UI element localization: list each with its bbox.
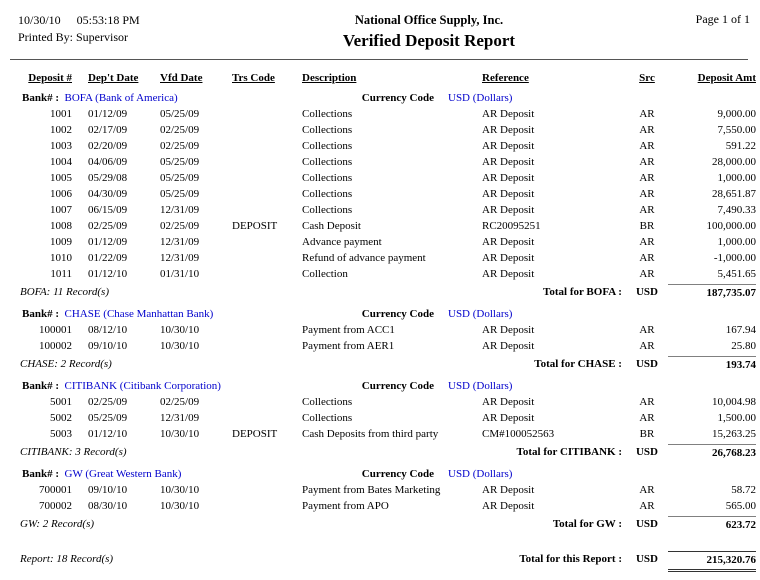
bank-name: BOFA (Bank of America) [59, 92, 178, 104]
reference: AR Deposit [482, 108, 535, 120]
deposit-amount: 58.72 [731, 484, 756, 496]
section-total-row [18, 284, 756, 301]
col-src: Src [639, 72, 655, 84]
vfd-date: 05/25/09 [160, 172, 200, 184]
deposit-row [18, 426, 756, 442]
section-total-label [296, 444, 668, 461]
src: AR [639, 396, 655, 408]
title-block [198, 12, 660, 52]
dept-date: 01/12/09 [88, 236, 128, 248]
section-total-label-text: Total for CHASE : [534, 358, 622, 370]
dept-date: 02/20/09 [88, 140, 128, 152]
vfd-date: 12/31/09 [160, 236, 200, 248]
src: AR [639, 188, 655, 200]
trs-code [226, 482, 296, 498]
description: Advance payment [302, 236, 382, 248]
deposit-amount: 565.00 [725, 500, 756, 512]
deposit-amount: 5,451.65 [717, 268, 756, 280]
deposit-amount: 1,500.00 [717, 412, 756, 424]
report-record-count: Report: 18 Record(s) [20, 553, 114, 565]
src: AR [639, 268, 655, 280]
deposit-amount: 15,263.25 [712, 428, 756, 440]
reference: AR Deposit [482, 268, 535, 280]
section-total-label [296, 516, 668, 533]
bank-header-left [18, 90, 446, 106]
trs-code [226, 186, 296, 202]
col-vfd-date: Vfd Date [160, 72, 203, 84]
deposit-amount: 7,550.00 [717, 124, 756, 136]
reference: AR Deposit [482, 396, 535, 408]
reference: AR Deposit [482, 156, 535, 168]
currency-code-label: Currency Code [361, 380, 434, 392]
reference: AR Deposit [482, 252, 535, 264]
vfd-date: 12/31/09 [160, 252, 200, 264]
report-total-row [18, 551, 756, 572]
section-record-count: CITIBANK: 3 Record(s) [20, 446, 127, 458]
vfd-date: 05/25/09 [160, 188, 200, 200]
deposit-number: 1011 [50, 268, 72, 280]
description: Payment from ACC1 [302, 324, 395, 336]
dept-date: 01/22/09 [88, 252, 128, 264]
section-total-row [18, 444, 756, 461]
reference: AR Deposit [482, 140, 535, 152]
deposit-number: 1004 [50, 156, 72, 168]
currency-code-label: Currency Code [361, 308, 434, 320]
description: Collections [302, 204, 353, 216]
deposit-amount: 100,000.00 [706, 220, 756, 232]
vfd-date: 12/31/09 [160, 204, 200, 216]
section-total-label [296, 356, 668, 373]
deposit-amount: 25.80 [731, 340, 756, 352]
src: AR [639, 172, 655, 184]
src: AR [639, 204, 655, 216]
description: Cash Deposits from third party [302, 428, 439, 440]
vfd-date: 10/30/10 [160, 500, 200, 512]
description: Collections [302, 188, 353, 200]
bank-header-left [18, 378, 446, 394]
bank-number-label: Bank# : [22, 308, 59, 320]
deposit-row [18, 202, 756, 218]
src: AR [639, 500, 655, 512]
vfd-date: 02/25/09 [160, 220, 200, 232]
dept-date: 09/10/10 [88, 340, 128, 352]
trs-code: DEPOSIT [232, 220, 278, 232]
deposit-number: 1010 [50, 252, 72, 264]
trs-code [226, 106, 296, 122]
deposit-row [18, 154, 756, 170]
reference: AR Deposit [482, 236, 535, 248]
section-total-label [296, 284, 668, 301]
bank-number-label: Bank# : [22, 380, 59, 392]
section-record-count: CHASE: 2 Record(s) [20, 358, 112, 370]
deposit-row [18, 170, 756, 186]
deposit-row [18, 186, 756, 202]
deposit-row [18, 250, 756, 266]
vfd-date: 05/25/09 [160, 156, 200, 168]
trs-code [226, 250, 296, 266]
bank-header-row [18, 90, 756, 106]
description: Payment from APO [302, 500, 389, 512]
deposit-row [18, 338, 756, 354]
deposit-amount: 591.22 [725, 140, 756, 152]
currency-value: USD (Dollars) [448, 308, 513, 320]
bank-number-label: Bank# : [22, 92, 59, 104]
page-number: Page 1 of 1 [695, 12, 750, 26]
description: Collections [302, 156, 353, 168]
deposit-amount: 7,490.33 [717, 204, 756, 216]
bank-header-row [18, 378, 756, 394]
deposit-row [18, 394, 756, 410]
deposit-number: 1002 [50, 124, 72, 136]
print-info [18, 12, 198, 46]
src: AR [639, 124, 655, 136]
section-total-currency: USD [635, 286, 658, 298]
page-header [18, 12, 756, 52]
deposit-number: 1003 [50, 140, 72, 152]
deposit-row [18, 218, 756, 234]
deposit-row [18, 498, 756, 514]
deposit-amount: 10,004.98 [712, 396, 756, 408]
trs-code [226, 498, 296, 514]
currency-code-label: Currency Code [361, 92, 434, 104]
trs-code [226, 266, 296, 282]
company-name: National Office Supply, Inc. [354, 13, 504, 27]
dept-date: 08/12/10 [88, 324, 128, 336]
description: Refund of advance payment [302, 252, 426, 264]
section-total-amount: 193.74 [668, 356, 756, 373]
col-description: Description [302, 72, 357, 84]
section-record-count: GW: 2 Record(s) [20, 518, 95, 530]
printed-by: Printed By: Supervisor [18, 30, 128, 44]
section-total-label-text: Total for BOFA : [543, 286, 622, 298]
dept-date: 04/06/09 [88, 156, 128, 168]
bank-sections [18, 90, 756, 533]
deposit-number: 700002 [39, 500, 72, 512]
src: AR [639, 484, 655, 496]
currency-value: USD (Dollars) [448, 92, 513, 104]
print-date: 10/30/10 [18, 13, 61, 27]
bank-header-left [18, 466, 446, 482]
src: AR [639, 412, 655, 424]
report-total-label-text: Total for this Report : [519, 553, 622, 565]
dept-date: 02/17/09 [88, 124, 128, 136]
trs-code [226, 410, 296, 426]
reference: AR Deposit [482, 124, 535, 136]
vfd-date: 10/30/10 [160, 324, 200, 336]
dept-date: 06/15/09 [88, 204, 128, 216]
vfd-date: 02/25/09 [160, 396, 200, 408]
bank-header-left [18, 306, 446, 322]
deposit-number: 100001 [39, 324, 72, 336]
description: Collections [302, 140, 353, 152]
deposit-number: 1009 [50, 236, 72, 248]
description: Collection [302, 268, 348, 280]
description: Collections [302, 172, 353, 184]
trs-code [226, 138, 296, 154]
vfd-date: 02/25/09 [160, 124, 200, 136]
deposit-number: 1001 [50, 108, 72, 120]
dept-date: 05/29/08 [88, 172, 128, 184]
dept-date: 02/25/09 [88, 396, 128, 408]
section-total-currency: USD [635, 446, 658, 458]
deposit-number: 1008 [50, 220, 72, 232]
col-trs-code: Trs Code [232, 72, 275, 84]
description: Collections [302, 412, 353, 424]
description: Cash Deposit [302, 220, 361, 232]
trs-code [226, 122, 296, 138]
dept-date: 02/25/09 [88, 220, 128, 232]
section-total-amount: 623.72 [668, 516, 756, 533]
vfd-date: 10/30/10 [160, 428, 200, 440]
section-record-count: BOFA: 11 Record(s) [20, 286, 109, 298]
reference: RC20095251 [482, 220, 541, 232]
description: Collections [302, 108, 353, 120]
reference: AR Deposit [482, 484, 535, 496]
bank-name: CHASE (Chase Manhattan Bank) [59, 308, 214, 320]
src: BR [639, 220, 655, 232]
vfd-date: 10/30/10 [160, 484, 200, 496]
description: Collections [302, 396, 353, 408]
bank-pair [22, 466, 181, 482]
dept-date: 01/12/10 [88, 428, 128, 440]
dept-date: 01/12/10 [88, 268, 128, 280]
deposit-row [18, 410, 756, 426]
reference: AR Deposit [482, 500, 535, 512]
description: Payment from AER1 [302, 340, 395, 352]
src: AR [639, 340, 655, 352]
report-total-label [296, 551, 668, 572]
col-reference: Reference [482, 72, 529, 84]
section-total-row [18, 516, 756, 533]
bank-pair [22, 378, 221, 394]
deposit-row [18, 106, 756, 122]
print-time: 05:53:18 PM [76, 13, 140, 27]
deposit-amount: 1,000.00 [717, 236, 756, 248]
deposit-number: 1006 [50, 188, 72, 200]
reference: AR Deposit [482, 340, 535, 352]
dept-date: 01/12/09 [88, 108, 128, 120]
reference: AR Deposit [482, 324, 535, 336]
header-divider [10, 59, 748, 60]
deposit-number: 5003 [50, 428, 72, 440]
vfd-date: 12/31/09 [160, 412, 200, 424]
dept-date: 04/30/09 [88, 188, 128, 200]
column-header-row [18, 70, 756, 86]
deposit-amount: 9,000.00 [717, 108, 756, 120]
vfd-date: 10/30/10 [160, 340, 200, 352]
section-total-currency: USD [635, 518, 658, 530]
bank-pair [22, 306, 213, 322]
trs-code [226, 338, 296, 354]
deposit-number: 1005 [50, 172, 72, 184]
bank-name: CITIBANK (Citibank Corporation) [59, 380, 221, 392]
trs-code [226, 170, 296, 186]
deposit-number: 100002 [39, 340, 72, 352]
reference: AR Deposit [482, 412, 535, 424]
src: AR [639, 324, 655, 336]
vfd-date: 02/25/09 [160, 140, 200, 152]
description: Payment from Bates Marketing [302, 484, 441, 496]
col-deposit-number: Deposit # [28, 72, 72, 84]
reference: CM#100052563 [482, 428, 555, 440]
vfd-date: 05/25/09 [160, 108, 200, 120]
trs-code [226, 394, 296, 410]
report-total-currency: USD [635, 553, 658, 565]
dept-date: 08/30/10 [88, 500, 128, 512]
bank-name: GW (Great Western Bank) [59, 468, 182, 480]
trs-code [226, 234, 296, 250]
currency-value: USD (Dollars) [448, 380, 513, 392]
deposit-amount: 28,000.00 [712, 156, 756, 168]
section-total-currency: USD [635, 358, 658, 370]
description: Collections [302, 124, 353, 136]
deposit-row [18, 482, 756, 498]
trs-code [226, 322, 296, 338]
bank-header-row [18, 466, 756, 482]
deposit-number: 5002 [50, 412, 72, 424]
section-total-row [18, 356, 756, 373]
reference: AR Deposit [482, 172, 535, 184]
deposit-amount: -1,000.00 [713, 252, 756, 264]
deposit-row [18, 234, 756, 250]
deposit-number: 700001 [39, 484, 72, 496]
deposit-row [18, 266, 756, 282]
currency-value: USD (Dollars) [448, 468, 513, 480]
bank-header-row [18, 306, 756, 322]
section-total-amount: 187,735.07 [668, 284, 756, 301]
col-deposit-amt: Deposit Amt [697, 72, 756, 84]
dept-date: 09/10/10 [88, 484, 128, 496]
trs-code: DEPOSIT [232, 428, 278, 440]
deposit-row [18, 122, 756, 138]
deposit-amount: 1,000.00 [717, 172, 756, 184]
dept-date: 05/25/09 [88, 412, 128, 424]
col-dept-date: Dep't Date [88, 72, 139, 84]
deposit-row [18, 322, 756, 338]
report-title: Verified Deposit Report [342, 31, 516, 50]
src: AR [639, 236, 655, 248]
section-total-amount: 26,768.23 [668, 444, 756, 461]
src: AR [639, 156, 655, 168]
src: AR [639, 252, 655, 264]
deposit-amount: 28,651.87 [712, 188, 756, 200]
trs-code [226, 202, 296, 218]
trs-code [226, 154, 296, 170]
src: BR [639, 428, 655, 440]
currency-code-label: Currency Code [361, 468, 434, 480]
reference: AR Deposit [482, 188, 535, 200]
section-total-label-text: Total for GW : [552, 518, 622, 530]
src: AR [639, 108, 655, 120]
bank-pair [22, 90, 178, 106]
deposit-row [18, 138, 756, 154]
vfd-date: 01/31/10 [160, 268, 200, 280]
src: AR [639, 140, 655, 152]
deposit-number: 1007 [50, 204, 72, 216]
bank-number-label: Bank# : [22, 468, 59, 480]
deposit-number: 5001 [50, 396, 72, 408]
report-total-amount: 215,320.76 [668, 551, 756, 572]
section-total-label-text: Total for CITIBANK : [516, 446, 622, 458]
deposit-amount: 167.94 [725, 324, 756, 336]
reference: AR Deposit [482, 204, 535, 216]
